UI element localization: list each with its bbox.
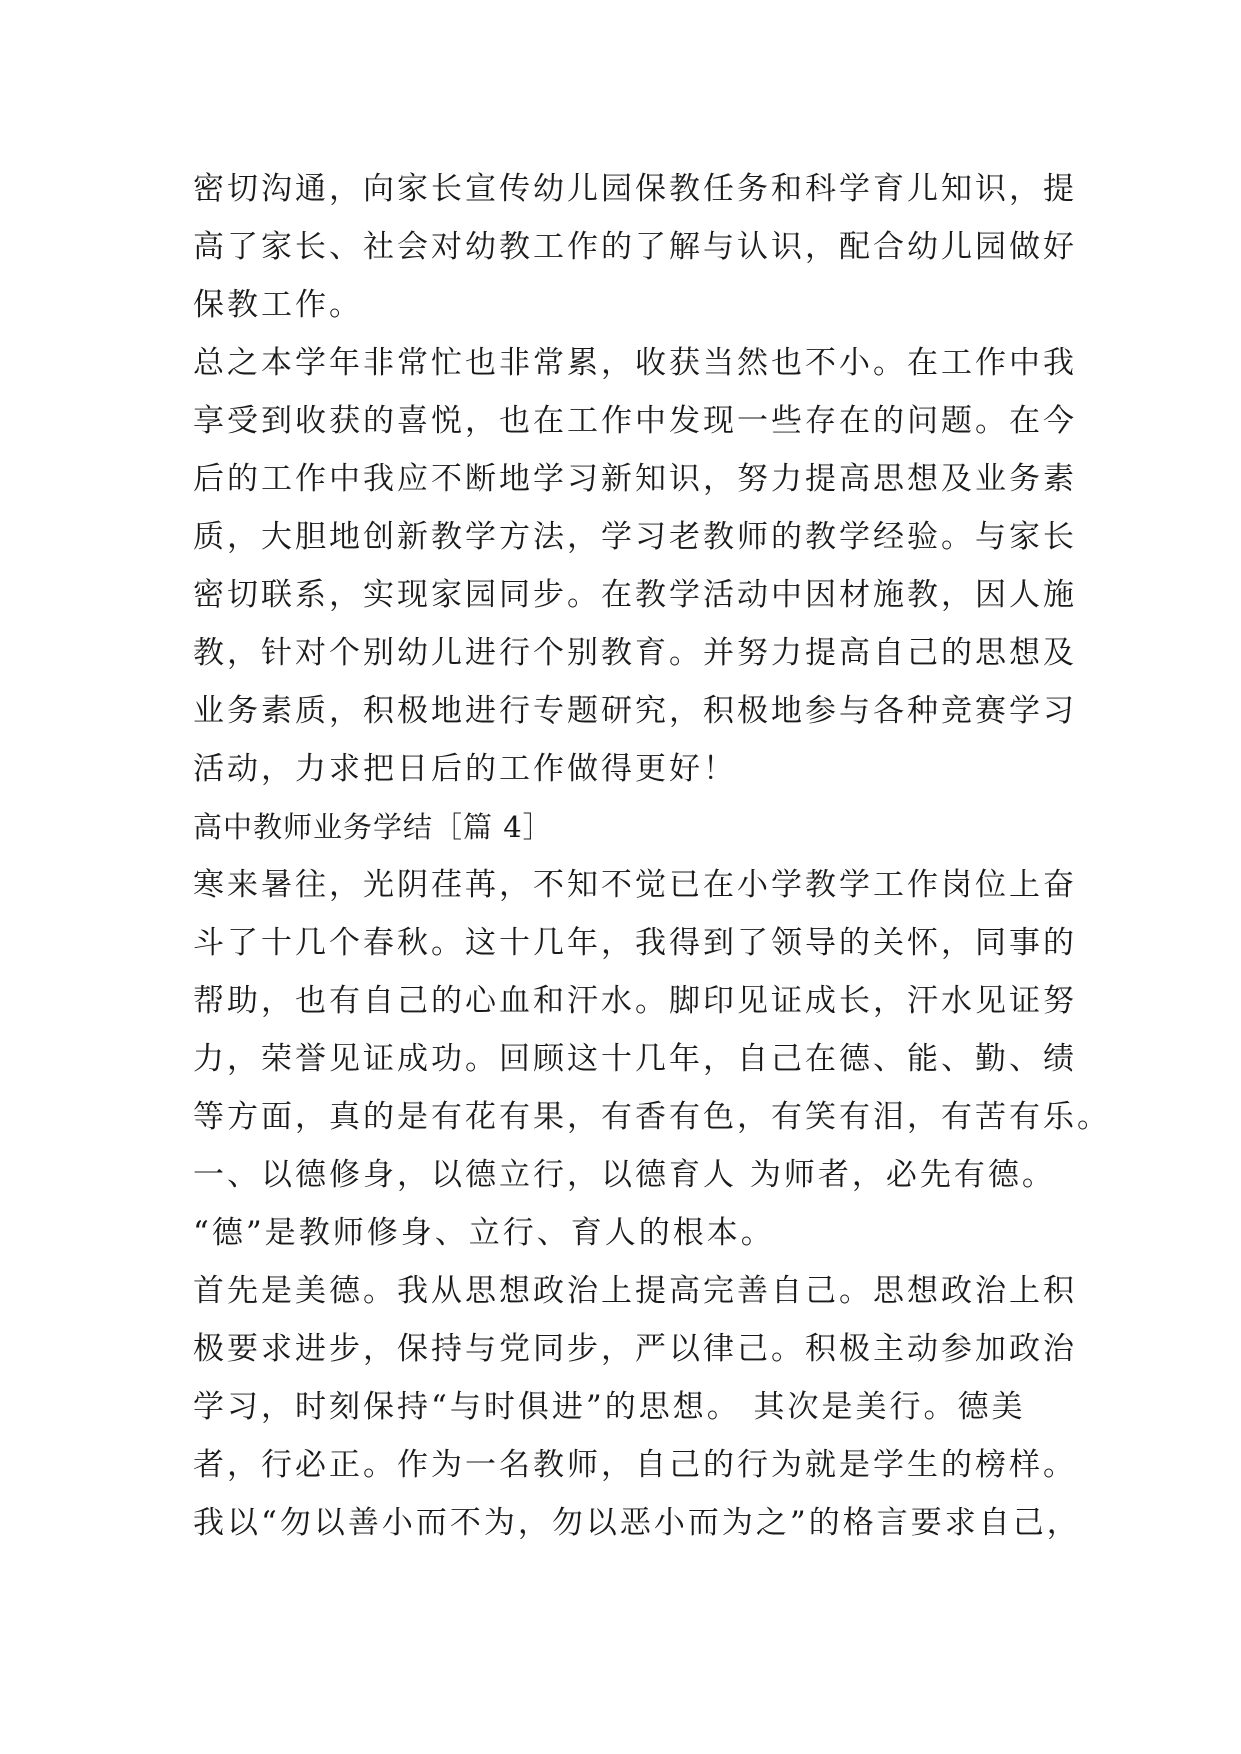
text-line: 寒来暑往，光阴荏苒，不知不觉已在小学教学工作岗位上奋 xyxy=(193,867,1077,903)
text-line: 力，荣誉见证成功。回顾这十几年，自己在德、能、勤、绩 xyxy=(193,1041,1077,1077)
text-line: 享受到收获的喜悦，也在工作中发现一些存在的问题。在今 xyxy=(193,403,1077,439)
text-line: 质，大胆地创新教学方法，学习老教师的教学经验。与家长 xyxy=(193,519,1077,555)
text-line: 一、以德修身，以德立行，以德育人 为师者，必先有德。 xyxy=(193,1157,1056,1193)
text-line: 总之本学年非常忙也非常累，收获当然也不小。在工作中我 xyxy=(193,345,1077,381)
text-line: 帮助，也有自己的心血和汗水。脚印见证成长，汗水见证努 xyxy=(193,983,1077,1019)
text-line: 斗了十几个春秋。这十几年，我得到了领导的关怀，同事的 xyxy=(193,925,1077,961)
text-line: 保教工作。 xyxy=(193,287,363,323)
text-line: 首先是美德。我从思想政治上提高完善自己。思想政治上积 xyxy=(193,1273,1077,1309)
text-line: 密切沟通，向家长宣传幼儿园保教任务和科学育儿知识，提 xyxy=(193,171,1077,207)
text-line: 等方面，真的是有花有果，有香有色，有笑有泪，有苦有乐。 xyxy=(193,1099,1111,1135)
text-line: 活动，力求把日后的工作做得更好！ xyxy=(193,751,737,787)
text-line: 我以“勿以善小而不为，勿以恶小而为之”的格言要求自己， xyxy=(193,1505,1081,1541)
text-line: “德”是教师修身、立行、育人的根本。 xyxy=(193,1215,775,1251)
section-heading: 高中教师业务学结［篇 4］ xyxy=(193,810,553,844)
text-line: 密切联系，实现家园同步。在教学活动中因材施教，因人施 xyxy=(193,577,1077,613)
text-line: 高了家长、社会对幼教工作的了解与认识，配合幼儿园做好 xyxy=(193,229,1077,265)
document-body xyxy=(193,160,1111,1552)
text-line: 学习，时刻保持“与时俱进”的思想。 其次是美行。德美 xyxy=(193,1389,1026,1425)
text-line: 后的工作中我应不断地学习新知识，努力提高思想及业务素 xyxy=(193,461,1077,497)
text-line: 极要求进步，保持与党同步，严以律己。积极主动参加政治 xyxy=(193,1331,1077,1367)
text-line: 教，针对个别幼儿进行个别教育。并努力提高自己的思想及 xyxy=(193,635,1077,671)
text-line: 者，行必正。作为一名教师，自己的行为就是学生的榜样。 xyxy=(193,1447,1077,1483)
text-line: 业务素质，积极地进行专题研究，积极地参与各种竞赛学习 xyxy=(193,693,1077,729)
